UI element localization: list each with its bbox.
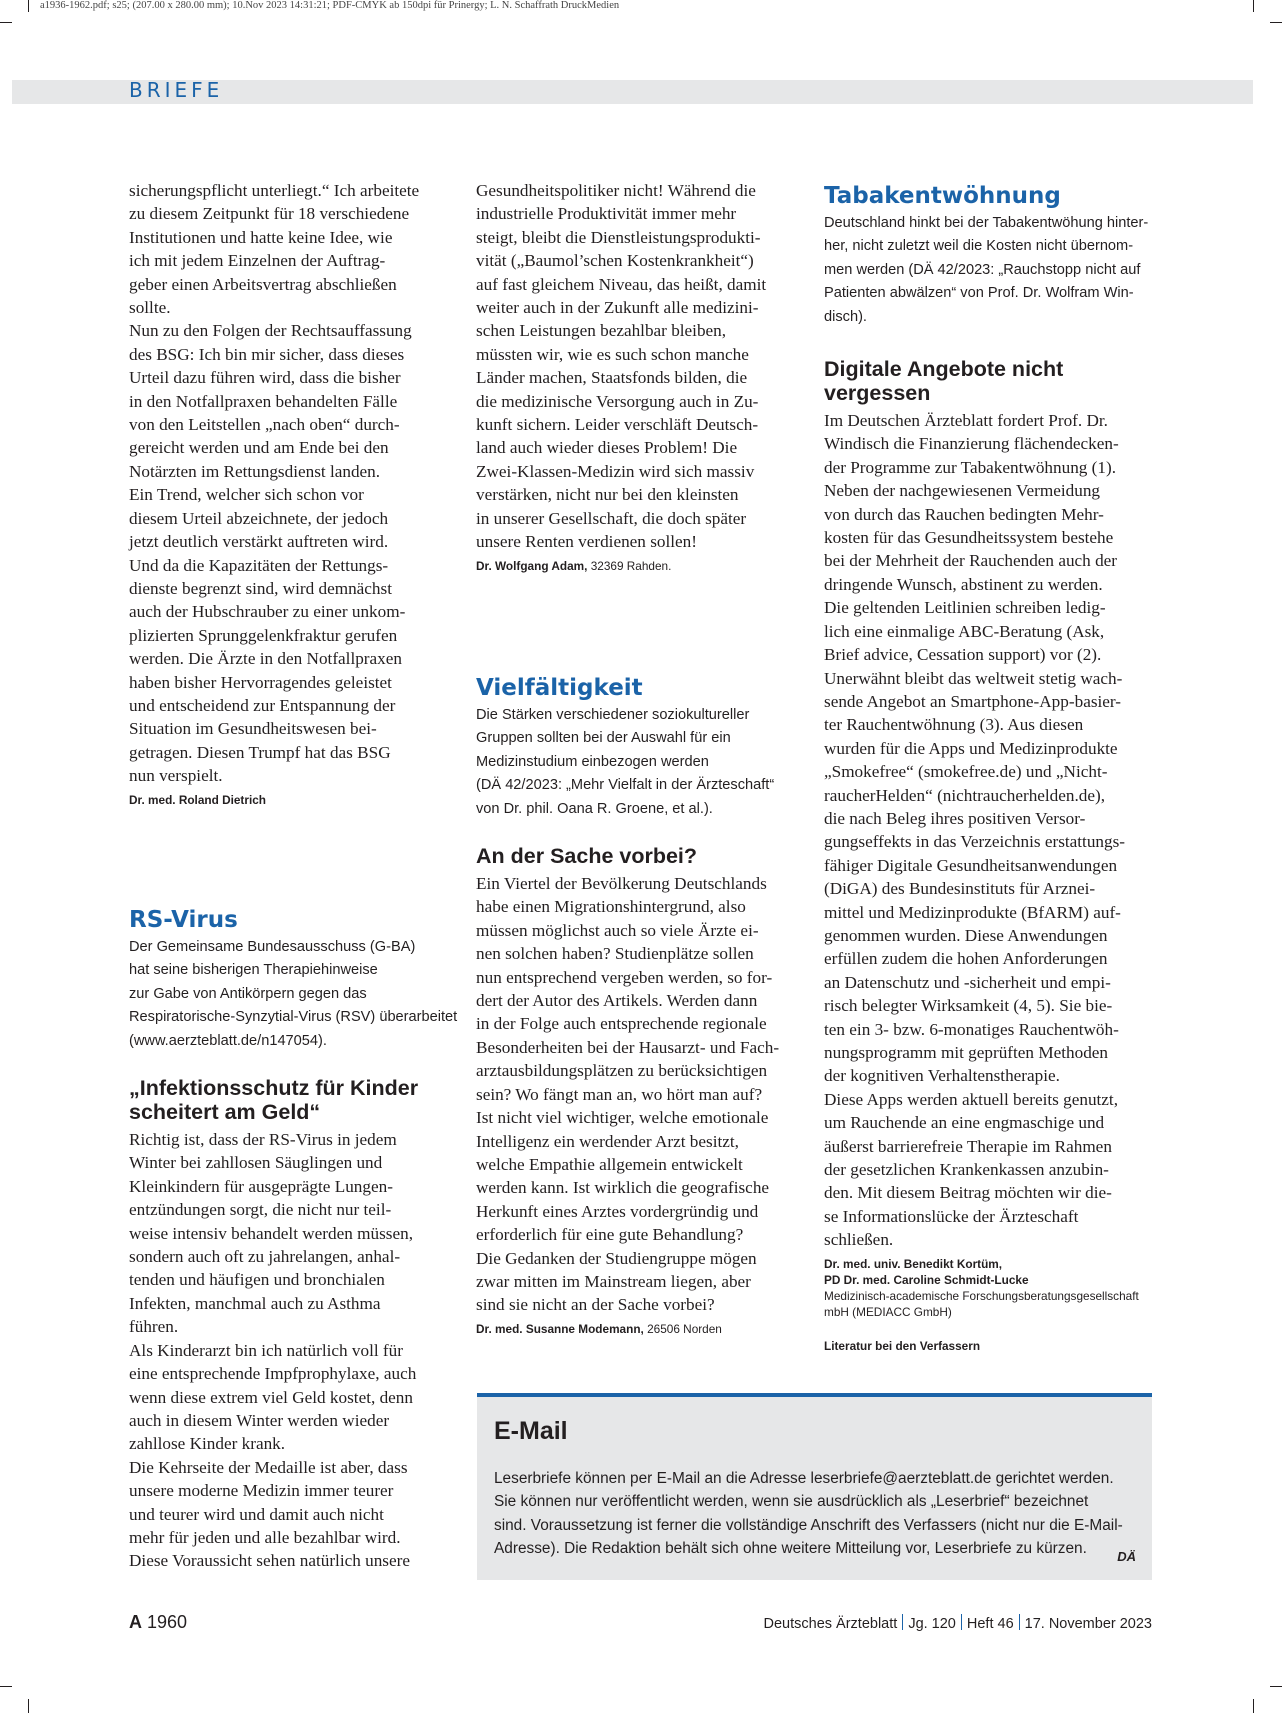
- journal-footer: [764, 1614, 1152, 1632]
- section-label: BRIEFE: [129, 78, 224, 102]
- email-box-title: E-Mail: [494, 1417, 568, 1445]
- letter-text: Im Deutschen Ärzteblatt fordert Prof. Dr. Windisch die Finanzierung flächendecken- der Programme zur Tabakentwöhnung (1). Neben der nachgewiesenen Vermeidung von durch das Rauchen bedingten Mehr- kosten für das Gesundheitssystem bestehe bei der Mehrheit der Rauchenden auch der dringende Wunsch, abstinent zu werden. Die geltenden Leitlinien schreiben ledig- lich eine einmalige ABC-Beratung (Ask, Brief advice, Cessation support) vor (2). Unerwähnt bleibt das weltweit stetig wach- sende Angebot an Smartphone-App-basier- ter Rauchentwöhnung (3). Aus diesen wurden für die Apps und Medizinprodukte „Smokefree“ (smokefree.de) und „Nicht- raucherHelden“ (nichtraucherhelden.de), die nach Beleg ihres positiven Versor- gungseffekts in das Verzeichnis erstattungs- fähiger Digitale Gesundheitsanwendungen (DiGA) des Bundesinstituts für Arznei- mittel und Medizinprodukte (BfARM) auf- genommen wurden. Diese Anwendungen erfüllen zudem die hohen Anforderungen an Datenschutz und -sicherheit und empi- risch belegter Wirksamkeit (4, 5). Sie bie- ten ein 3- bzw. 6-monatiges Rauchentwöh- nungsprogramm mit geprüften Methoden der kognitiven Verhaltenstherapie. Diese Apps werden aktuell bereits genutzt, um Rauchende an eine engmaschige und äußerst barrierefreie Therapie im Rahmen der gesetzlichen Krankenkassen anzubin- den. Mit diesem Beitrag möchten wir die- se Informationslücke der Ärzteschaft schließen.: [824, 411, 1126, 1250]
- signature-place: 26506 Norden: [643, 1321, 722, 1336]
- journal-volume: Jg. 120: [908, 1616, 956, 1632]
- article-title: RS-Virus: [129, 907, 238, 933]
- literature-note: [824, 1338, 1154, 1354]
- article-title: Vielfältigkeit: [476, 675, 643, 701]
- crop-mark: [1270, 22, 1282, 23]
- letter-text: Ein Viertel der Bevölkerung Deutschlands habe einen Migrationshintergrund, also müssen möglichst auch so viele Ärzte ei- nen solchen haben? Studienplätze sollen nun entsprechend vergeben werden, so for- dert der Autor des Artikels. Werden dann in der Folge auch entsprechende regionale Besonderheiten bei der Hausarzt- und Fach- arztausbildungsplätzen zu berücksichtigen sein? Wo fängt man an, wo hört man auf? Ist nicht viel wichtiger, welche emotionale Intelligenz ein werdender Arzt besitzt, welche Empathie allgemein entwickelt werden kann. Ist wirklich die geografische Herkunft eines Arztes vordergründig und erforderlich für eine gute Behandlung? Die Gedanken der Studiengruppe mögen zwar mitten im Mainstream liegen, aber sind sie nicht an der Sache vorbei?: [476, 874, 780, 1315]
- email-box-sign: DÄ: [1117, 1549, 1136, 1564]
- journal-name: Deutsches Ärzteblatt: [763, 1616, 898, 1632]
- letter-signature: [824, 1256, 1154, 1320]
- letter-headline: Digitale Angebote nicht vergessen: [824, 357, 1064, 406]
- separator: [961, 1614, 962, 1630]
- email-box-text: Leserbriefe können per E-Mail an die Adresse leserbriefe@aerzteblatt.de gerichtet werden. Sie können nur veröffentlicht werden, wenn sie ausdrücklich als „Leserbrief“ bezeichnet sind. Voraussetzung ist ferner die vollständige Anschrift des Verfassers (nicht nur die E-Mail- Adresse). Die Redaktion behält sich ohne weitere Mitteilung vor, Leserbriefe zu kürzen.: [494, 1470, 1123, 1558]
- signature-name: Dr. Wolfgang Adam,: [476, 558, 588, 573]
- letter-text: sicherungspflicht unterliegt.“ Ich arbeitete zu diesem Zeitpunkt für 18 verschiedene Institutionen und hatte keine Idee, wie ich mit jedem Einzelnen der Auftrag- geber einen Arbeitsvertrag abschließen sollte. Nun zu den Folgen der Rechtsauffassung des BSG: Ich bin mir sicher, dass dieses Urteil dazu führen wird, dass die bisher in den Notfallpraxen behandelten Fälle von den Leitstellen „nach oben“ durch- gereicht werden und am Ende bei den Notärzten im Rettungsdienst landen. Ein Trend, welcher sich schon vor diesem Urteil abzeichnete, der jedoch jetzt deutlich verstärkt auftreten wird. Und da die Kapazitäten der Rettungs- dienste begrenzt sind, wird demnächst auch der Hubschrauber zu einer unkom- plizierten Sprunggelenkfraktur gerufen werden. Die Ärzte in den Notfallpraxen haben bisher Hervorragendes geleistet und entscheidend zur Entspannung der Situation im Gesundheitswesen bei- getragen. Diesen Trumpf hat das BSG nun verspielt.: [129, 181, 420, 786]
- crop-mark: [28, 1699, 29, 1713]
- signature-name: Dr. med. Susanne Modemann,: [476, 1321, 644, 1336]
- page-number: [129, 1612, 187, 1633]
- signature-name: Dr. med. Roland Dietrich: [129, 792, 267, 807]
- signature-name: Dr. med. univ. Benedikt Kortüm,: [824, 1256, 1003, 1271]
- print-info: a1936-1962.pdf; s25; (207.00 x 280.00 mm); 10.Nov 2023 14:31:21; PDF-CMYK ab 150dpi für Prinergy; L. N. Schaffrath DruckMedien: [40, 0, 620, 11]
- letter-headline: An der Sache vorbei?: [476, 844, 698, 869]
- email-info-box: [477, 1393, 1152, 1580]
- letter-headline: „Infektionsschutz für Kinder scheitert am Geld“: [129, 1076, 419, 1125]
- crop-mark: [1253, 1699, 1254, 1713]
- crop-mark: [28, 0, 29, 12]
- crop-mark: [0, 1686, 12, 1687]
- column-1: [129, 179, 459, 808]
- article-teaser: Deutschland hinkt bei der Tabakentwöhung hinter- her, nicht zuletzt weil die Kosten nicht übernom- men werden (DÄ 42/2023: „Rauchstopp nicht auf Patienten abwälzen“ von Prof. Dr. Wolfram Win- disch).: [824, 215, 1149, 325]
- letter-signature: [476, 1321, 806, 1337]
- separator: [902, 1614, 903, 1630]
- letter-text: Gesundheitspolitiker nicht! Während die industrielle Produktivität immer mehr steigt, bleibt die Dienstleistungsprodukti- vität („Baumol’schen Kostenkrankheit“) auf fast gleichem Niveau, das heißt, damit weiter auch in der Zukunft alle medizini- schen Leistungen bezahlbar bleiben, müssten wir, wie es such schon manche Länder machen, Staatsfonds bilden, die die medizinische Versorgung auch in Zu- kunft sichern. Leider verschläft Deutsch- land auch wieder dieses Problem! Die Zwei-Klassen-Medizin wird sich massiv verstärken, nicht nur bei den kleinsten in unserer Gesellschaft, die doch später unsere Renten verdienen sollen!: [476, 181, 767, 552]
- column-2: [476, 179, 806, 574]
- separator: [1019, 1614, 1020, 1630]
- letter-signature: [476, 558, 806, 574]
- page-prefix: A: [129, 1612, 142, 1632]
- page-number-value: 1960: [142, 1612, 188, 1632]
- crop-mark: [1253, 0, 1254, 12]
- article-teaser: Der Gemeinsame Bundesausschuss (G-BA) hat seine bisherigen Therapiehinweise zur Gabe von Antikörpern gegen das Respiratorische-Synzytial-Virus (RSV) überarbeitet (www.aerzteblatt.de/n147054).: [129, 939, 458, 1049]
- literature-text: Literatur bei den Verfassern: [824, 1338, 981, 1353]
- article-title: Tabakentwöhnung: [824, 183, 1061, 209]
- signature-place: 32369 Rahden.: [587, 558, 672, 573]
- signature-organisation: Medizinisch-academische Forschungsberatungsgesellschaft mbH (MEDIACC GmbH): [824, 1288, 1139, 1319]
- journal-date: 17. November 2023: [1024, 1616, 1152, 1632]
- letter-text: Richtig ist, dass der RS-Virus in jedem Winter bei zahllosen Säuglingen und Kleinkindern für ausgeprägte Lungen- entzündungen sorgt, die nicht nur teil- weise intensiv behandelt werden müssen, sondern auch oft zu jahrelangen, anhal- tenden und häufigen und bronchialen Infekten, manchmal auch zu Asthma führen. Als Kinderarzt bin ich natürlich voll für eine entsprechende Impfprophylaxe, auch wenn diese extrem viel Geld kostet, denn auch in diesem Winter werden wieder zahllose Kinder krank. Die Kehrseite der Medaille ist aber, dass unsere moderne Medizin immer teurer und teurer wird und damit auch nicht mehr für jeden und alle bezahlbar wird. Diese Voraussicht sehen natürlich unsere: [129, 1130, 417, 1571]
- vielfaeltigkeit-section: [476, 674, 806, 1337]
- crop-mark: [1270, 1686, 1282, 1687]
- letter-signature: [129, 792, 459, 808]
- crop-mark: [0, 22, 12, 23]
- article-teaser: Die Stärken verschiedener soziokultureller Gruppen sollten bei der Auswahl für ein Medizinstudium einbezogen werden (DÄ 42/2023: „Mehr Vielfalt in der Ärzteschaft“ von Dr. phil. Oana R. Groene, et al.).: [476, 707, 775, 817]
- journal-issue: Heft 46: [966, 1616, 1014, 1632]
- signature-name: PD Dr. med. Caroline Schmidt-Lucke: [824, 1272, 1029, 1287]
- tabakentwoehnung-section: [824, 182, 1154, 1354]
- rs-virus-section: [129, 906, 464, 1573]
